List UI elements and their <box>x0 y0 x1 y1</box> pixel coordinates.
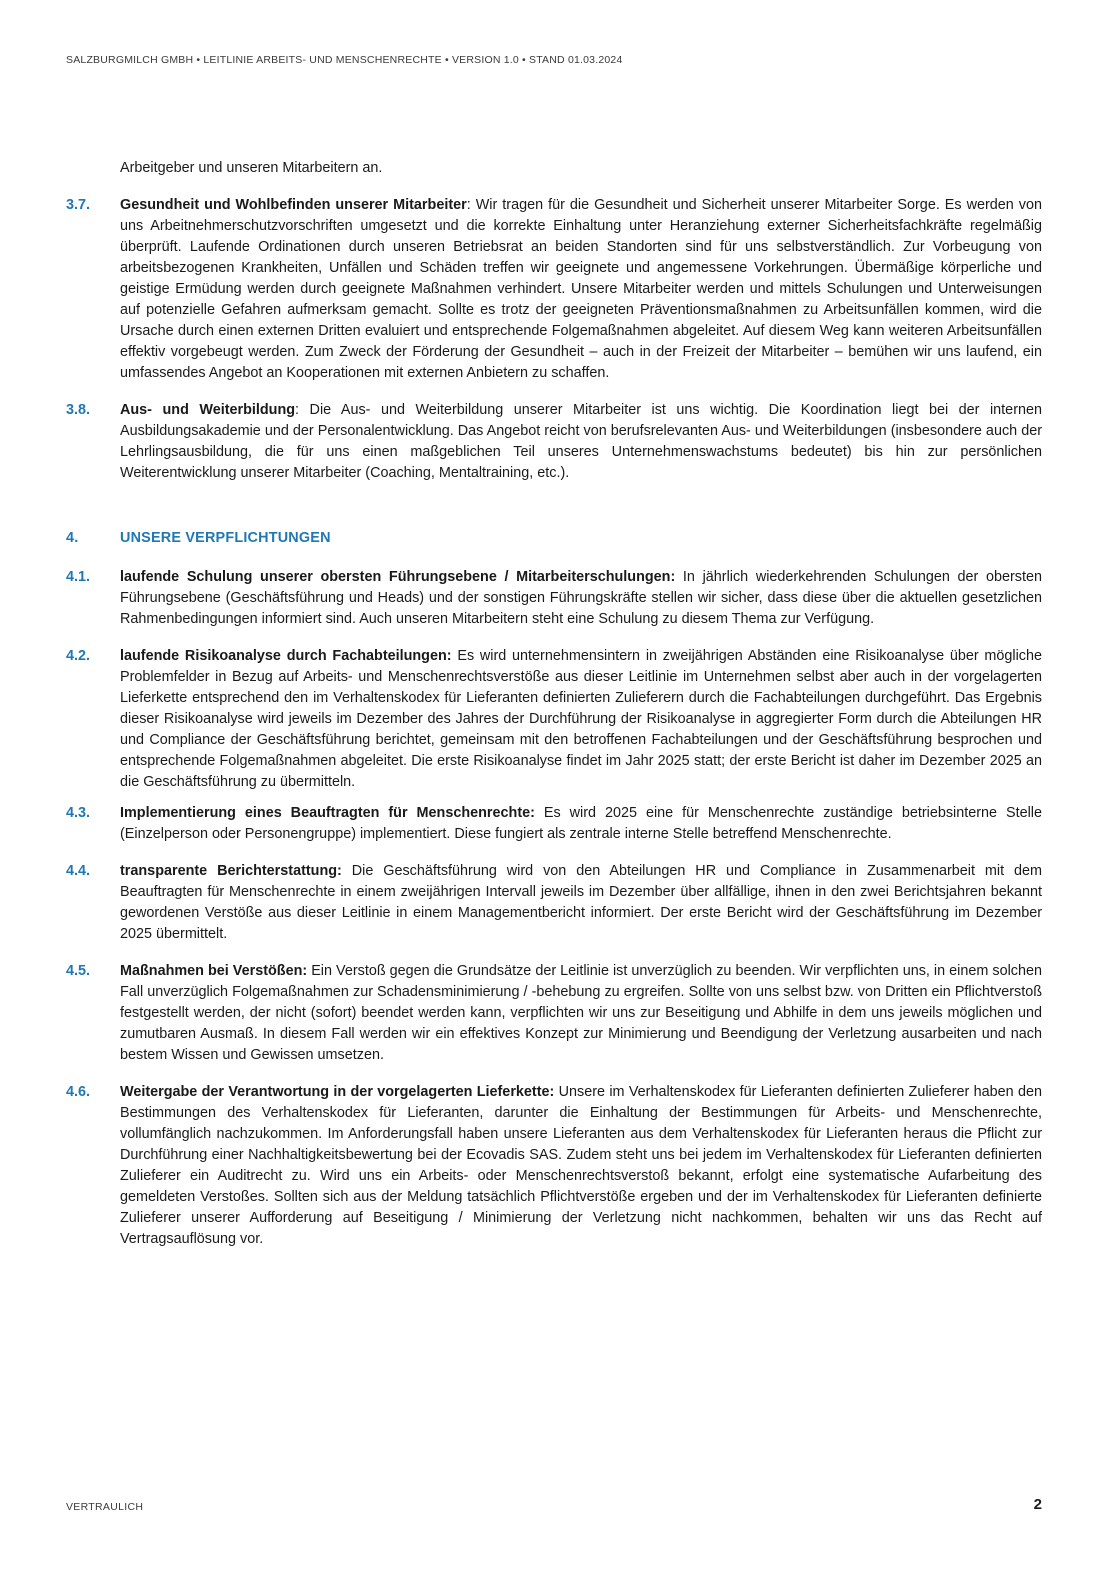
item-body: : Die Aus- und Weiterbildung unserer Mitarbeiter ist uns wichtig. Die Koordination liegt bei der internen Ausbildungsakademie und der Personalentwicklung. Das Angebot reicht von berufsrelevanten Aus- und Weiterbildungen (insbesondere auch der Lehrlingsausbildung, die für uns einen maßgeblichen Teil unseres Unternehmenswachstums bedeutet) bis hin zur persönlichen Weiterentwicklung unserer Mitarbeiter (Coaching, Mentaltraining, etc.). <box>120 402 1042 481</box>
section-title: UNSERE VERPFLICHTUNGEN <box>120 530 331 546</box>
item-title: Maßnahmen bei Verstößen: <box>120 963 308 979</box>
item-number: 4.5. <box>66 963 91 979</box>
item-text <box>120 861 1042 945</box>
item-text <box>120 195 1042 384</box>
item-title: Aus- und Weiterbildung <box>120 402 296 418</box>
item-title: Implementierung eines Beauftragten für Menschenrechte: <box>120 805 535 821</box>
footer-confidential-label: VERTRAULICH <box>66 1501 144 1513</box>
item-text <box>120 400 1042 484</box>
item-text <box>120 803 1042 845</box>
item-4-1 <box>66 567 1042 630</box>
item-number: 4.4. <box>66 863 91 879</box>
item-4-5 <box>66 961 1042 1066</box>
item-number: 4.1. <box>66 569 91 585</box>
page-content <box>66 158 1042 1266</box>
continuation-text: Arbeitgeber und unseren Mitarbeitern an. <box>120 160 383 176</box>
item-3-7 <box>66 195 1042 384</box>
item-number: 4.2. <box>66 648 91 664</box>
item-title: laufende Risikoanalyse durch Fachabteilungen: <box>120 648 452 664</box>
section-heading-4 <box>66 528 1042 549</box>
item-text <box>120 567 1042 630</box>
item-title: transparente Berichterstattung: <box>120 863 342 879</box>
item-title: Weitergabe der Verantwortung in der vorgelagerten Lieferkette: <box>120 1084 555 1100</box>
item-body: In jährlich wiederkehrenden Schulungen der obersten Führungsebene (Geschäftsführung und Heads) und der sonstigen Führungskräfte stellen wir sicher, dass diese über die aktuellen gesetzlichen Rahmenbedingungen informiert sind. Auch unseren Mitarbeitern steht eine Schulung zu diesem Thema zur Verfügung. <box>120 569 1042 627</box>
item-title: laufende Schulung unserer obersten Führungsebene / Mitarbeiterschulungen: <box>120 569 676 585</box>
item-4-3 <box>66 803 1042 845</box>
item-body: Ein Verstoß gegen die Grundsätze der Leitlinie ist unverzüglich zu beenden. Wir verpflichten uns, in einem solchen Fall unverzüglich Folgemaßnahmen zur Schadensminimierung / -behebung zu ergreifen. Sollte von uns selbst bzw. von Dritten ein Pflichtverstoß festgestellt werden, der nicht (sofort) beendet werden kann, verpflichten wir uns zur Beseitigung und Abhilfe in dem uns jeweils möglichen und zumutbaren Ausmaß. In diesem Fall werden wir ein effektives Konzept zur Minimierung und Beendigung der Verletzung ausarbeiten und nach bestem Wissen und Gewissen umsetzen. <box>120 963 1042 1063</box>
item-3-8 <box>66 400 1042 484</box>
item-4-2 <box>66 646 1042 793</box>
item-body: Es wird unternehmensintern in zweijährigen Abständen eine Risikoanalyse über mögliche Problemfelder in Bezug auf Arbeits- und Menschenrechtsverstöße aus dieser Leitlinie im Unternehmen selbst aber auch in der vorgelagerten Lieferkette entsprechend den im Verhaltenskodex für Lieferanten definierten Zulieferern durch die Fachabteilungen durchgeführt. Das Ergebnis dieser Risikoanalyse wird jeweils im Dezember des Jahres der Durchführung der Risikoanalyse in aggregierter Form durch die Abteilungen HR und Compliance der Geschäftsführung berichtet, gemeinsam mit den betroffenen Fachabteilungen und der Geschäftsführung besprochen und entsprechende Folgemaßnahmen abgeleitet. Die erste Risikoanalyse findet im Jahr 2025 statt; der erste Bericht ist daher im Dezember 2025 an die Geschäftsführung zu übermitteln. <box>120 648 1042 790</box>
item-body: : Wir tragen für die Gesundheit und Sicherheit unserer Mitarbeiter Sorge. Es werden von uns Arbeitnehmerschutzvorschriften umgesetzt und die korrekte Einhaltung unter Heranziehung externer Sicherheitsfachkräfte regelmäßig überprüft. Laufende Ordinationen durch unseren Betriebsrat an beiden Standorten sind für uns selbstverständlich. Zur Vorbeugung von arbeitsbezogenen Krankheiten, Unfällen und Schäden treffen wir geeignete und angemessene Vorkehrungen. Übermäßige körperliche und geistige Ermüdung werden durch geeignete Maßnahmen verhindert. Unsere Mitarbeiter werden und mittels Schulungen und Unterweisungen auf potenzielle Gefahren aufmerksam gemacht. Sollte es trotz der geeigneten Präventionsmaßnahmen zu Arbeitsunfällen kommen, wird die Ursache durch einen externen Dritten evaluiert und entsprechende Folgemaßnahmen abgeleitet. Auf diesem Weg kann weiteren Arbeitsunfällen effektiv vorgebeugt werden. Zum Zweck der Förderung der Gesundheit – auch in der Freizeit der Mitarbeiter – bemühen wir uns laufend, ein umfassendes Angebot an Kooperationen mit externen Anbietern zu schaffen. <box>120 197 1042 381</box>
item-text <box>120 961 1042 1066</box>
page-header: SALZBURGMILCH GMBH • LEITLINIE ARBEITS- UND MENSCHENRECHTE • VERSION 1.0 • STAND 01.03.2024 <box>66 54 623 66</box>
item-4-6 <box>66 1082 1042 1250</box>
page-number: 2 <box>1033 1496 1042 1513</box>
item-number: 3.7. <box>66 197 91 213</box>
item-title: Gesundheit und Wohlbefinden unserer Mitarbeiter <box>120 197 467 213</box>
item-4-4 <box>66 861 1042 945</box>
section-number: 4. <box>66 530 79 546</box>
item-text <box>120 1082 1042 1250</box>
item-number: 4.6. <box>66 1084 91 1100</box>
item-number: 3.8. <box>66 402 91 418</box>
item-number: 4.3. <box>66 805 91 821</box>
item-text <box>120 646 1042 793</box>
item-body: Unsere im Verhaltenskodex für Lieferanten definierten Zulieferer haben den Bestimmungen des Verhaltenskodex für Lieferanten, darunter die Einhaltung der Bestimmungen für Arbeits- und Menschenrechte, vollumfänglich nachzukommen. Im Anforderungsfall haben unsere Lieferanten aus dem Verhaltenskodex für Lieferanten heraus die Pflicht zur Durchführung einer Nachhaltigkeitsbewertung bei der Ecovadis SAS. Zudem steht uns bei jedem im Verhaltenskodex für Lieferanten definierten Zulieferer ein Auditrecht zu. Wird uns ein Arbeits- oder Menschenrechtsverstoß bekannt, erfolgt eine systematische Aufarbeitung des gemeldeten Verstoßes. Sollten sich aus der Meldung tatsächlich Pflichtverstöße ergeben und der im Verhaltenskodex für Lieferanten definierte Zulieferer unserer Aufforderung auf Beseitigung / Minimierung der Verletzung nicht nachkommen, behalten wir uns das Recht auf Vertragsauflösung vor. <box>120 1084 1043 1247</box>
item-body: Die Geschäftsführung wird von den Abteilungen HR und Compliance in Zusammenarbeit mit dem Beauftragten für Menschenrechte in einem zweijährigen Intervall jeweils im Dezember über allfällige, ihnen in den zwei Berichtsjahren bekannt gewordenen Verstöße aus dieser Leitlinie in einem Managementbericht informiert. Der erste Bericht wird der Geschäftsführung im Dezember 2025 übermittelt. <box>120 863 1042 942</box>
item-body: Es wird 2025 eine für Menschenrechte zuständige betriebsinterne Stelle (Einzelperson oder Personengruppe) implementiert. Diese fungiert als zentrale interne Stelle betreffend Menschenrechte. <box>120 805 1042 842</box>
